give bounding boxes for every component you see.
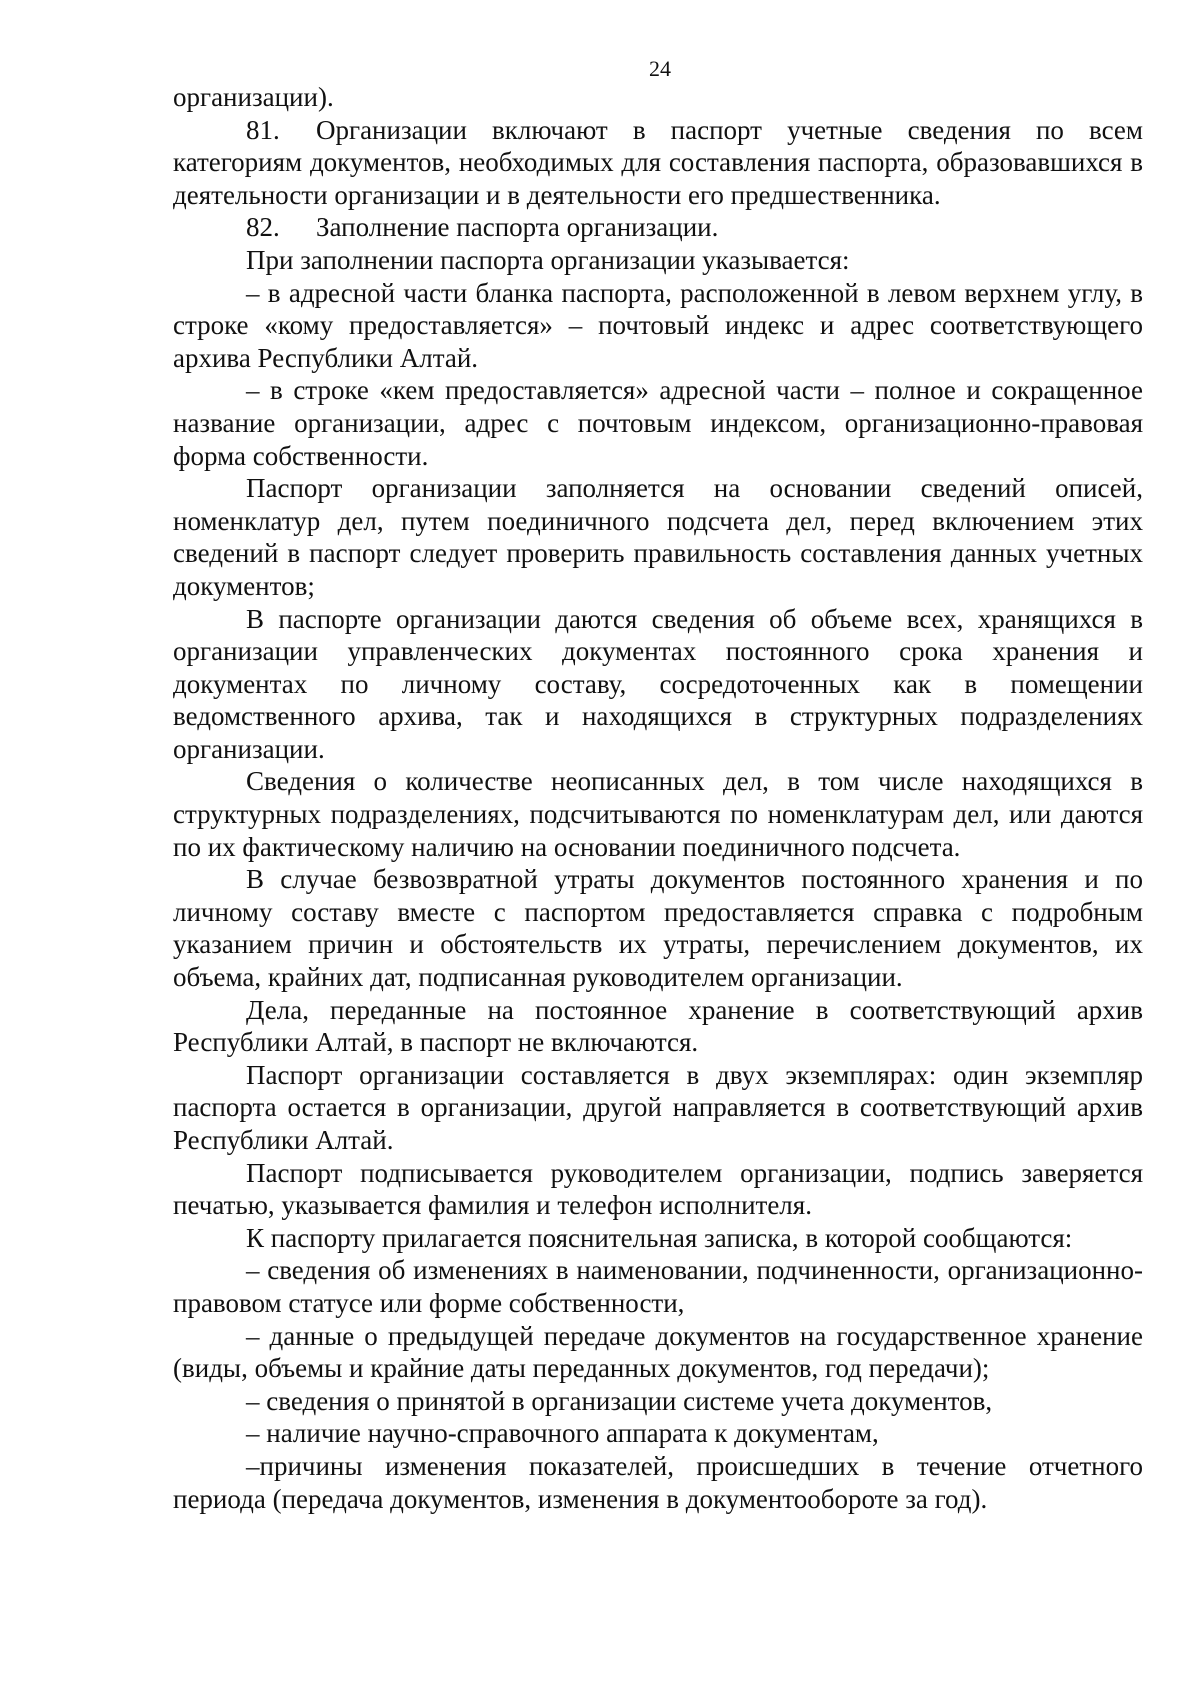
paragraph: Сведения о количестве неописанных дел, в том числе находящихся в структурных подразделениях, подсчитываются по номенклатурам дел, или даются по их фактическому наличию на основании поединичного подсчета. [173, 766, 1143, 862]
paragraph-continuation: организации). [173, 82, 334, 112]
paragraph: В случае безвозвратной утраты документов постоянного хранения и по личному составу вместе с паспортом предоставляется справка с подробным указанием причин и обстоятельств их утраты, перечислением документов, их объема, крайних дат, подписанная руководителем организации. [173, 864, 1143, 993]
document-body [173, 81, 1143, 1515]
paragraph-text: Организации включают в паспорт учетные сведения по всем категориям документов, необходимых для составления паспорта, образовавшихся в деятельности организации и в деятельности его предшественника. [173, 114, 1143, 210]
paragraph: – в строке «кем предоставляется» адресной части – полное и сокращенное название организации, адрес с почтовым индексом, организационно-правовая форма собственности. [173, 375, 1143, 471]
paragraph: Паспорт организации заполняется на основании сведений описей, номенклатур дел, путем поединичного подсчета дел, перед включением этих сведений в паспорт следует проверить правильность составления данных учетных документов; [173, 473, 1143, 601]
list-item: – наличие научно-справочного аппарата к документам, [246, 1418, 879, 1449]
paragraph: К паспорту прилагается пояснительная записка, в которой сообщаются: [246, 1222, 1073, 1253]
list-item: – сведения об изменениях в наименовании, подчиненности, организационно-правовом статусе или форме собственности, [173, 1255, 1143, 1318]
list-item: – данные о предыдущей передаче документов на государственное хранение (виды, объемы и крайние даты переданных документов, год передачи); [173, 1320, 1143, 1384]
list-item: – сведения о принятой в организации системе учета документов, [246, 1385, 993, 1416]
paragraph: – в адресной части бланка паспорта, расположенной в левом верхнем углу, в строке «кому предоставляется» – почтовый индекс и адрес соответствующего архива Республики Алтай. [173, 277, 1143, 373]
paragraph: В паспорте организации даются сведения об объеме всех, хранящихся в организации управленческих документах постоянного срока хранения и документах по личному составу, сосредоточенных как в помещении ведомственного архива, так и находящихся в структурных подразделениях организации. [173, 603, 1143, 764]
item-number: 82. [246, 212, 280, 243]
paragraph: При заполнении паспорта организации указывается: [246, 244, 850, 275]
paragraph: Паспорт организации составляется в двух экземплярах: один экземпляр паспорта остается в организации, другой направляется в соответствующий архив Республики Алтай. [173, 1059, 1143, 1155]
paragraph-item-82 [173, 211, 1143, 244]
page-number: 24 [649, 56, 671, 81]
paragraph-item-81 [173, 114, 1143, 212]
item-number: 81. [246, 114, 280, 145]
paragraph: Паспорт подписывается руководителем организации, подпись заверяется печатью, указывается фамилия и телефон исполнителя. [173, 1157, 1143, 1221]
list-item: –причины изменения показателей, происшедших в течение отчетного периода (передача документов, изменения в документообороте за год). [173, 1450, 1143, 1514]
paragraph: Дела, переданные на постоянное хранение в соответствующий архив Республики Алтай, в паспорт не включаются. [173, 994, 1143, 1058]
paragraph-text: Заполнение паспорта организации. [316, 212, 719, 243]
